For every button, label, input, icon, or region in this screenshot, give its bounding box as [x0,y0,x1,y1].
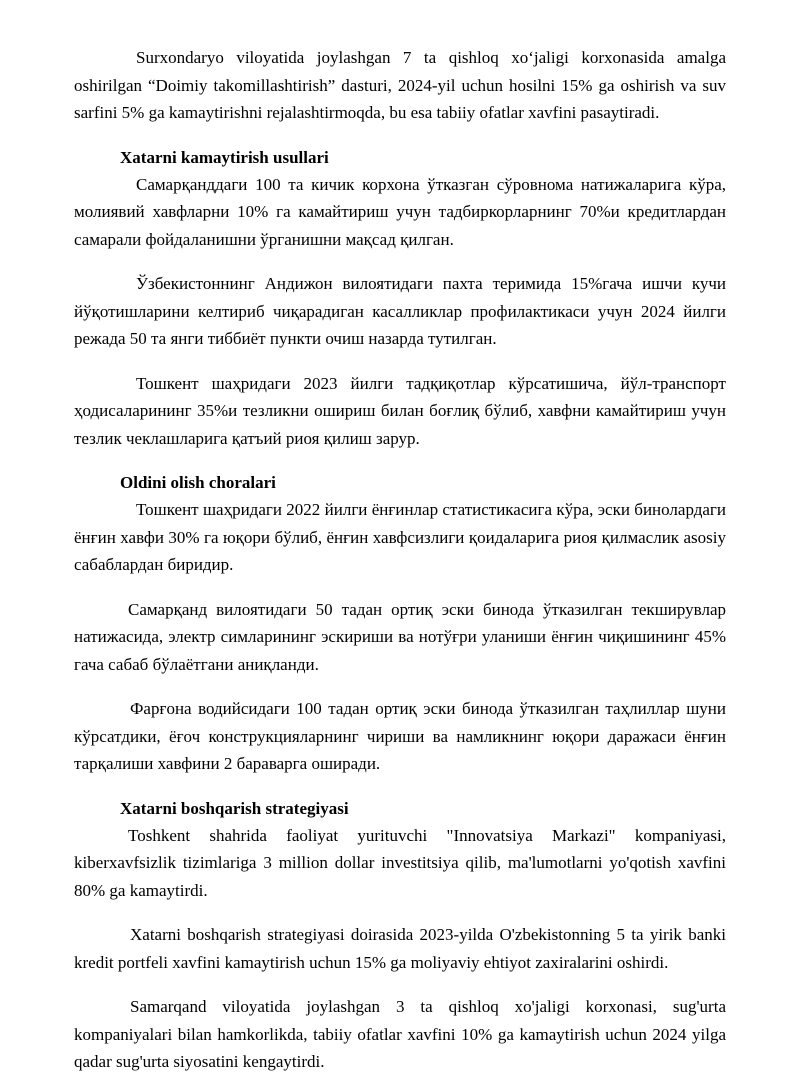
section-paragraph: Самарқанддаги 100 та кичик корхона ўтказган сўровнома натижаларига кўра, молиявий хавфларни 10% га камайтириш учун тадбиркорларнинг 70%и кредитлардан самарали фойдаланишни ўрганишни мақсад қилган. [74,174,726,249]
section-heading: Xatarni kamaytirish usullari [120,147,329,167]
section-paragraph: Toshkent shahrida faoliyat yurituvchi "Innovatsiya Markazi" kompaniyasi, kiberxavfsizlik tizimlariga 3 million dollar investitsiya qilib, ma'lumotlarni yo'qotish xavfini 80% ga kamaytirdi. [74,825,726,900]
section-risk-management-strategy [74,795,726,1076]
section-paragraph: Xatarni boshqarish strategiyasi doirasida 2023-yilda O'zbekistonning 5 ta yirik banki kredit portfeli xavfini kamaytirish uchun 15% ga moliyaviy ehtiyot zaxiralarini oshirdi. [74,925,726,972]
section-heading: Oldini olish choralari [120,473,276,492]
section-paragraph: Самарқанд вилоятидаги 50 тадан ортиқ эски бинода ўтказилган текширувлар натижасида, электр симларининг эскириши ва нотўғри уланиши ёнғин чиқишининг 45% гача сабаб бўлаётгани аниқланди. [74,599,726,674]
section-paragraph: Фарғона водийсидаги 100 тадан ортиқ эски бинода ўтказилган таҳлиллар шуни кўрсатдики, ёғоч конструкцияларнинг чириши ва намликнинг юқори даражаси ёнғин тарқалиши хавфини 2 бараварга оширади. [74,699,726,773]
section-heading: Xatarni boshqarish strategiyasi [120,798,349,818]
section-paragraph: Тошкент шаҳридаги 2023 йилги тадқиқотлар кўрсатишича, йўл-транспорт ҳодисаларининг 35%и тезликни ошириш билан боғлиқ бўлиб, хавфни камайтириш учун тезлик чеклашларига қатъий риоя қилиш зарур. [74,373,726,448]
section-risk-reduction-methods [74,144,726,453]
intro-paragraph: Surxondaryo viloyatida joylashgan 7 ta qishloq xo‘jaligi korxonasida amalga oshirilgan “Doimiy takomillashtirish” dasturi, 2024-yil uchun hosilni 15% ga oshirish va suv sarfini 5% ga kamaytirishni rejalashtirmoqda, bu esa tabiiy ofatlar xavfini pasaytiradi. [74,48,726,122]
section-paragraph: Ўзбекистоннинг Андижон вилоятидаги пахта теримида 15%гача ишчи кучи йўқотишларини келтириб чиқарадиган касалликлар профилактикаси учун 2024 йилги режада 50 та янги тиббиёт пункти очиш назарда тутилган. [74,274,726,348]
section-paragraph: Тошкент шаҳридаги 2022 йилги ёнғинлар статистикасига кўра, эски бинолардаги ёнғин хавфи 30% га юқори бўлиб, ёнғин хавфсизлиги қоидаларига риоя қилмаслик asosiy сабаблардан биридир. [74,500,726,574]
section-prevention-measures [74,469,726,778]
section-paragraph: Samarqand viloyatida joylashgan 3 ta qishloq xo'jaligi korxonasi, sug'urta kompaniyalari bilan hamkorlikda, tabiiy ofatlar xavfini 10% ga kamaytirish uchun 2024 yilga qadar sug'urta siyosatini kengaytirdi. [74,997,726,1071]
